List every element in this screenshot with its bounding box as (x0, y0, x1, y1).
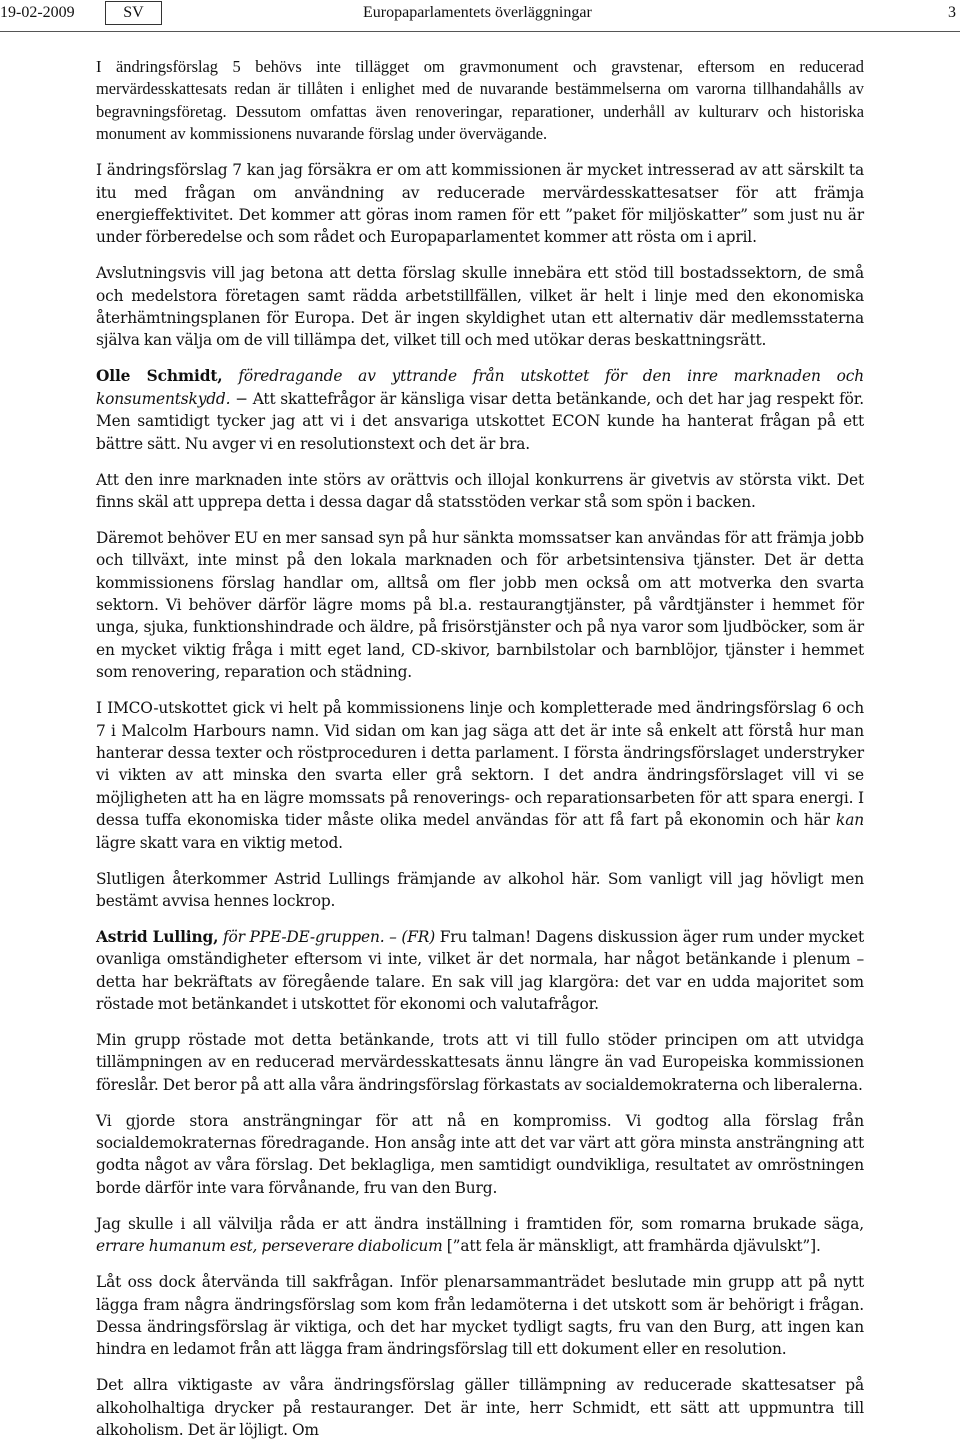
paragraph-5: Att den inre marknaden inte störs av orättvis och illojal konkurrens är givetvis av största vikt. Det finns skäl att upprepa detta i dessa dagar då statsstöden verkar stå som spön i backen. (96, 470, 864, 511)
paragraph-12-text-b: [”att fela är mänskligt, att framhärda djävulskt”]. (446, 1237, 821, 1256)
paragraph-14: Det allra viktigaste av våra ändringsförslag gäller tillämpning av reducerade skattesatser på alkoholhaltiga drycker på restauranger. Det är inte, herr Schmidt, ett sätt att uppmuntra till alkoholism. Det är löjligt. Om (96, 1376, 864, 1440)
speaker-name: Olle Schmidt, (96, 367, 223, 386)
speaker-name: Astrid Lulling, (96, 927, 219, 946)
header-date: 19-02-2009 (0, 4, 75, 21)
speech-text: Fru talman! Dagens diskussion äger rum under mycket ovanliga omständigheter eftersom vi inte, vilket är det normala, har något betänkande i plenum – detta har bekräftats av föregående talare. En sak vill jag klargöra: det var en udda majoritet som röstade mot betänkandet i utskottet för ekonomi och valutafrågor. (96, 927, 864, 1014)
speech-astrid-lulling (96, 926, 864, 1016)
paragraph-7 (96, 697, 864, 854)
paragraph-2: I ändringsförslag 7 kan jag försäkra er om att kommissionen är mycket intresserad av att särskilt ta itu med frågan om användning av reducerade mervärdesskattesatser för att främja energieffektivitet. Det kommer att göras inom ramen för ett ”paket för miljöskatter” som just nu är under förberedelse och som rådet och Europaparlamentet kommer att rösta om i april. (96, 161, 864, 247)
language-code-box: SV (105, 1, 162, 25)
page-header (0, 0, 960, 32)
latin-quote: errare humanum est, perseverare diabolicum (96, 1237, 443, 1256)
paragraph-11: Vi gjorde stora ansträngningar för att nå en kompromiss. Vi godtog alla förslag från socialdemokraternas föredragande. Hon ansåg inte att det var värt att göra minsta ansträngning att godta något av våra förslag. Det beklagliga, men samtidigt oundvikliga, resultatet av omröstningen borde därför inte vara förvånande, fru van den Burg. (96, 1111, 864, 1197)
paragraph-7-text-b: lägre skatt vara en viktig metod. (96, 833, 343, 852)
paragraph-6: Däremot behöver EU en mer sansad syn på hur sänkta momssatser kan användas för att främja jobb och tillväxt, inte minst på den lokala marknaden och för arbetsintensiva tjänster. Det är detta kommissionens förslag handlar om, alltså om fler jobb men också om att motverka den svarta sektorn. Vi behöver därför lägre moms på bl.a. restaurangtjänster, på vårdtjänster i hemmet för unga, sjuka, funktionshindrade och äldre, på frisörstjänster och på nya varor som ljudböcker, som är en mycket viktig fråga i mitt eget land, CD-skivor, barnbilstolar och barnblöjor, tjänster i hemmet som renovering, reparation och städning. (96, 528, 864, 682)
paragraph-12 (96, 1213, 864, 1258)
paragraph-8: Slutligen återkommer Astrid Lullings främjande av alkohol här. Som vanligt vill jag hövligt men bestämt avvisa hennes lockrop. (96, 869, 864, 910)
running-title: Europaparlamentets överläggningar (363, 4, 592, 21)
paragraph-7-text-a: I IMCO-utskottet gick vi helt på kommissionens linje och kompletterade med ändringsförslag 6 och 7 i Malcolm Harbours namn. Vid sidan om kan jag säga att det är inte så enkelt att förstå hur man hanterar dessa texter och röstproceduren i detta parlament. I första ändringsförslaget understryker vi vikten av att minska den svarta eller grå sektorn. I det andra ändringsförslaget vill vi se möjligheten att ha en lägre momssats på renoverings- och reparationsarbeten för att spara energi. I dessa tuffa ekonomiska tider måste olika medel användas för att få fart på ekonomin och här (96, 699, 864, 830)
paragraph-10: Min grupp röstade mot detta betänkande, trots att vi till fullo stöder principen om att utvidga tillämpningen av en reducerad mervärdesskattesats ännu längre än vad Europeiska kommissionen föreslår. Det beror på att alla våra ändringsförslag förkastats av socialdemokraterna och liberalerna. (96, 1030, 864, 1094)
emphasis-kan: kan (836, 811, 864, 830)
speaker-role: föredragande av yttrande från utskottet för den inre marknaden och konsumentskydd. (96, 367, 864, 408)
debate-text (96, 56, 864, 1455)
paragraph-13: Låt oss dock återvända till sakfrågan. Inför plenarsammanträdet beslutade min grupp att på nytt lägga fram några ändringsförslag som kom från ledamöterna i det utskott som är behörigt i frågan. Dessa ändringsförslag är viktiga, och det har mycket tydligt sagts, fru van den Burg, att ingen kan hindra en ledamot från att lägga fram ändringsförslag till ett dokument eller en resolution. (96, 1273, 864, 1359)
page-number: 3 (948, 4, 956, 21)
speech-olle-schmidt (96, 365, 864, 455)
paragraph-1: I ändringsförslag 5 behövs inte tillägget om gravmonument och gravstenar, eftersom en reducerad mervärdesskattesats redan är tillåten i enlighet med de nuvarande bestämmelserna om varorna tillhandahålls av begravningsföretag. Dessutom omfattas även renoveringar, reparationer, underhåll av kulturarv och historiska monument av kommissionens nuvarande förslag under övervägande. (96, 57, 864, 144)
speaker-role: för PPE-DE-gruppen. – (FR) (223, 927, 436, 946)
speech-text: − Att skattefrågor är känsliga visar detta betänkande, och det har jag respekt för. Men samtidigt tycker jag att vi i det ansvariga utskottet ECON kunde ha hanterat frågan på ett bättre sätt. Nu avger vi en resolutionstext och det är bra. (96, 389, 864, 453)
paragraph-12-text-a: Jag skulle i all välvilja råda er att ändra inställning i framtiden för, som romarna brukade säga, (96, 1214, 864, 1233)
paragraph-3: Avslutningsvis vill jag betona att detta förslag skulle innebära ett stöd till bostadssektorn, de små och medelstora företagen samt rädda arbetstillfällen, vilket är helt i linje med den ekonomiska återhämtningsplanen för Europa. Det är ingen skyldighet utan ett alternativ där medlemsstaterna själva kan välja om de vill tillämpa det, vilket till och med utökar deras beskattningsrätt. (96, 264, 864, 350)
